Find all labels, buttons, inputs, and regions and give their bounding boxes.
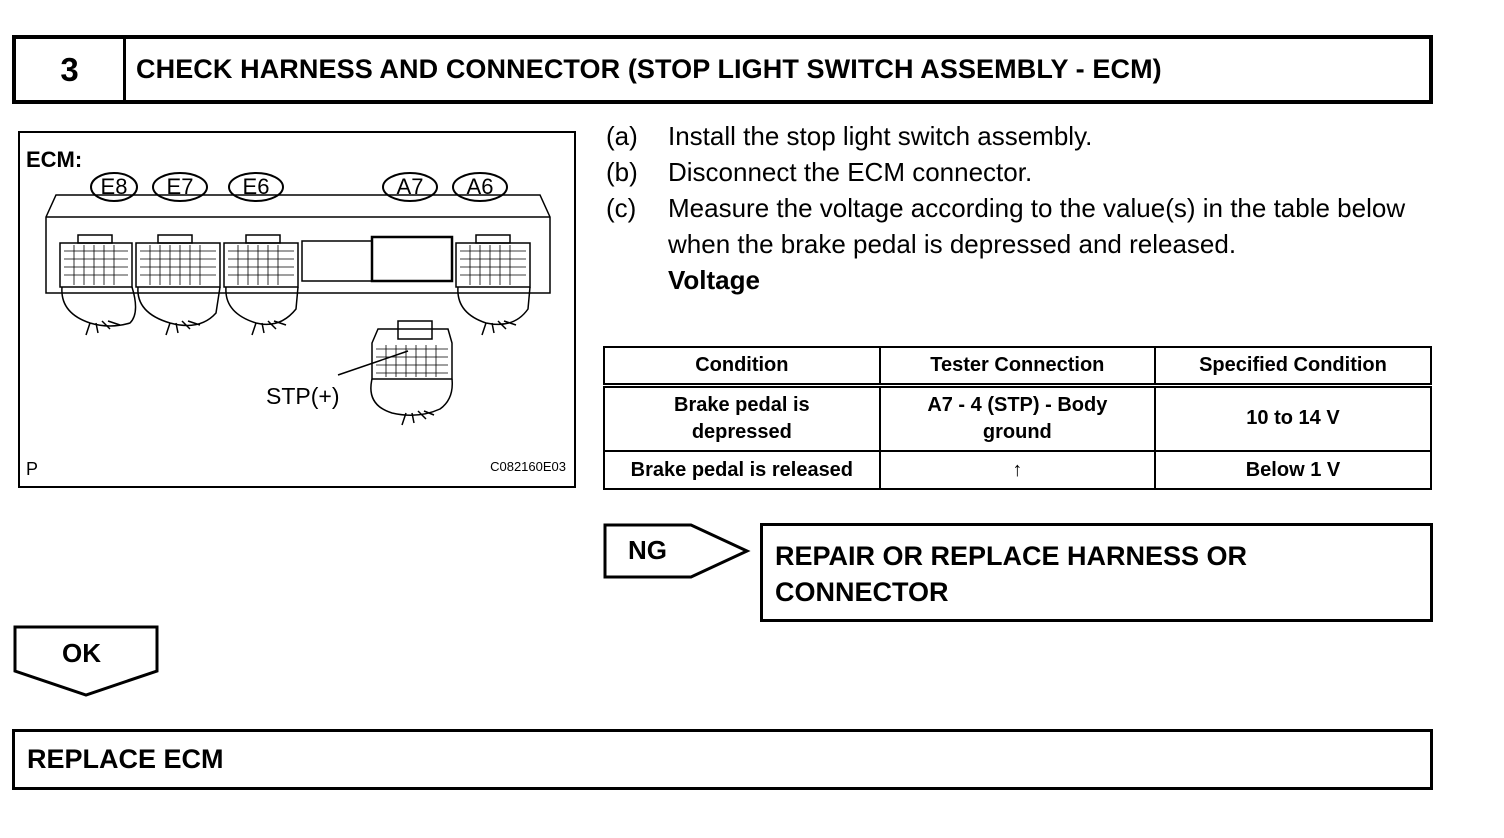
ecm-connector-diagram bbox=[18, 131, 576, 488]
connector-label-e6: E6 bbox=[242, 174, 270, 199]
stp-pin-label: STP(+) bbox=[266, 383, 340, 409]
table-cell: Brake pedal is depressed bbox=[604, 385, 880, 451]
step-number: 3 bbox=[16, 39, 126, 100]
ok-label: OK bbox=[62, 638, 101, 668]
ng-result-box: REPAIR OR REPLACE HARNESS OR CONNECTOR bbox=[760, 523, 1433, 622]
instruction-letter: (c) bbox=[606, 193, 637, 223]
voltage-heading: Voltage bbox=[668, 265, 760, 295]
corner-mark: P bbox=[26, 459, 39, 479]
connector-label-e8: E8 bbox=[100, 174, 128, 199]
connector-a6 bbox=[456, 235, 530, 287]
ecm-label: ECM: bbox=[26, 147, 83, 172]
table-cell: 10 to 14 V bbox=[1155, 385, 1431, 451]
table-cell: A7 - 4 (STP) - Body ground bbox=[880, 385, 1155, 451]
connector-e7 bbox=[136, 235, 220, 287]
voltage-table bbox=[603, 346, 1432, 490]
instruction-text: Disconnect the ECM connector. bbox=[668, 157, 1033, 187]
connector-label-a7: A7 bbox=[396, 174, 424, 199]
figure-code: C082160E03 bbox=[490, 459, 566, 474]
instruction-letter: (b) bbox=[606, 157, 638, 187]
step-title: CHECK HARNESS AND CONNECTOR (STOP LIGHT SWITCH ASSEMBLY - ECM) bbox=[136, 54, 1162, 84]
connector-a7-detail bbox=[371, 321, 452, 425]
table-row bbox=[604, 451, 1431, 489]
table-row bbox=[604, 385, 1431, 451]
column-header: Tester Connection bbox=[880, 347, 1155, 385]
connector-e6 bbox=[224, 235, 298, 287]
instruction-item bbox=[606, 190, 1426, 262]
ok-result-box: REPLACE ECM bbox=[12, 729, 1433, 790]
instruction-list bbox=[606, 118, 1426, 298]
connector-label-e7: E7 bbox=[166, 174, 194, 199]
instruction-item bbox=[606, 154, 1426, 190]
connector-e8 bbox=[60, 235, 132, 287]
instruction-letter: (a) bbox=[606, 121, 638, 151]
instruction-text: Measure the voltage according to the value(s) in the table below when the brake pedal is depressed and released. bbox=[668, 193, 1406, 259]
ng-arrow-shape bbox=[603, 522, 753, 582]
ng-label: NG bbox=[628, 535, 667, 565]
table-cell: Below 1 V bbox=[1155, 451, 1431, 489]
table-cell: Brake pedal is released bbox=[604, 451, 880, 489]
column-header: Condition bbox=[604, 347, 880, 385]
table-cell: ↑ bbox=[880, 451, 1155, 489]
table-header-row bbox=[604, 347, 1431, 385]
instruction-text: Install the stop light switch assembly. bbox=[668, 121, 1093, 151]
step-header bbox=[12, 35, 1433, 104]
connector-label-a6: A6 bbox=[466, 174, 494, 199]
instruction-item bbox=[606, 118, 1426, 154]
column-header: Specified Condition bbox=[1155, 347, 1431, 385]
